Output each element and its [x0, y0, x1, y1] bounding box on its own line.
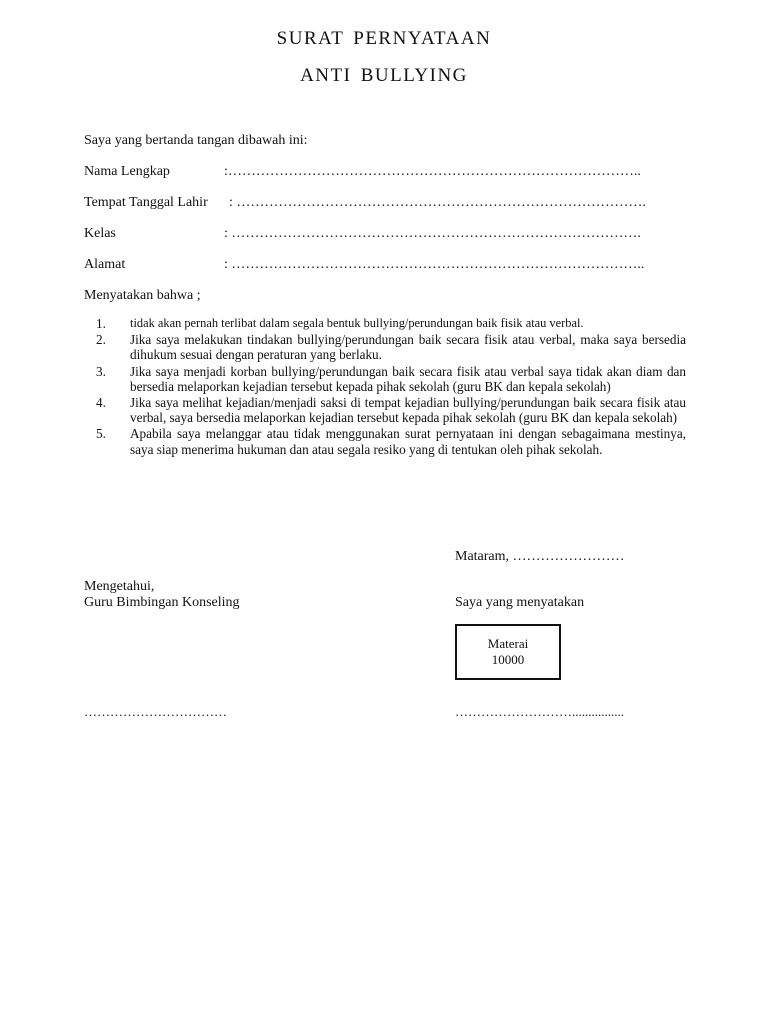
stamp-value: 10000: [491, 652, 525, 667]
declare-label: Menyatakan bahwa ;: [84, 288, 201, 303]
intro-text: Saya yang bertanda tangan dibawah ini:: [84, 133, 308, 148]
list-item-number: 5.: [96, 426, 106, 442]
field-label-name: Nama Lengkap: [84, 164, 170, 179]
stamp-label: Materai: [487, 636, 529, 651]
list-item: [96, 332, 686, 362]
declarant-label: Saya yang menyatakan: [455, 595, 585, 610]
document-title: SURAT PERNYATAAN: [276, 28, 492, 49]
list-item-text: Apabila saya melanggar atau tidak menggunakan surat pernyataan ini dengan sebagaimana mestinya, saya siap menerima hukuman dan atau segala resiko yang di tentukan oleh pihak sekolah.: [130, 426, 686, 457]
signature-line-counselor: ……………………………: [84, 704, 227, 719]
list-item-number: 3.: [96, 363, 106, 379]
acknowledge-label: Mengetahui,: [84, 579, 155, 594]
list-item: [96, 364, 686, 394]
list-item-number: 2.: [96, 332, 106, 348]
counselor-title: Guru Bimbingan Konseling: [84, 595, 240, 610]
list-item: [96, 395, 686, 425]
field-label-birth: Tempat Tanggal Lahir: [84, 195, 208, 210]
list-item-number: 4.: [96, 395, 106, 411]
list-item: [96, 426, 686, 456]
field-value-class: : …………………………………………………………………………….: [224, 226, 641, 241]
list-item-number: 1.: [96, 316, 106, 331]
list-item-text: Jika saya melihat kejadian/menjadi saksi di tempat kejadian bullying/perundungan baik secara fisik atau verbal, saya bersedia melaporkan kejadian tersebut kepada pihak sekolah (guru BK dan kepala sekolah): [130, 395, 686, 426]
signature-line-declarant: ………………………................: [455, 704, 624, 719]
document-subtitle: ANTI BULLYING: [300, 65, 468, 86]
field-value-address: : ……………………………………………………………………………..: [224, 257, 645, 272]
list-item: [96, 316, 686, 331]
stamp-box: [455, 624, 561, 680]
list-item-text: Jika saya menjadi korban bullying/perundungan baik secara fisik atau verbal saya tidak akan diam dan bersedia melaporkan kejadian tersebut kepada pihak sekolah (guru BK dan kepala sekolah): [130, 363, 686, 394]
statement-list: [96, 316, 686, 458]
list-item-text: tidak akan pernah terlibat dalam segala bentuk bullying/perundungan baik fisik atau verbal.: [130, 316, 584, 330]
field-label-class: Kelas: [84, 226, 116, 241]
field-label-address: Alamat: [84, 257, 126, 272]
field-value-name: :……………………………………………………………………………..: [224, 164, 641, 179]
list-item-text: Jika saya melakukan tindakan bullying/perundungan baik secara fisik atau verbal, maka saya bersedia dihukum sesuai dengan peraturan yang berlaku.: [130, 332, 686, 363]
field-value-birth: : …………………………………………………………………………….: [229, 195, 646, 210]
place-date: Mataram, ……………………: [455, 549, 625, 564]
